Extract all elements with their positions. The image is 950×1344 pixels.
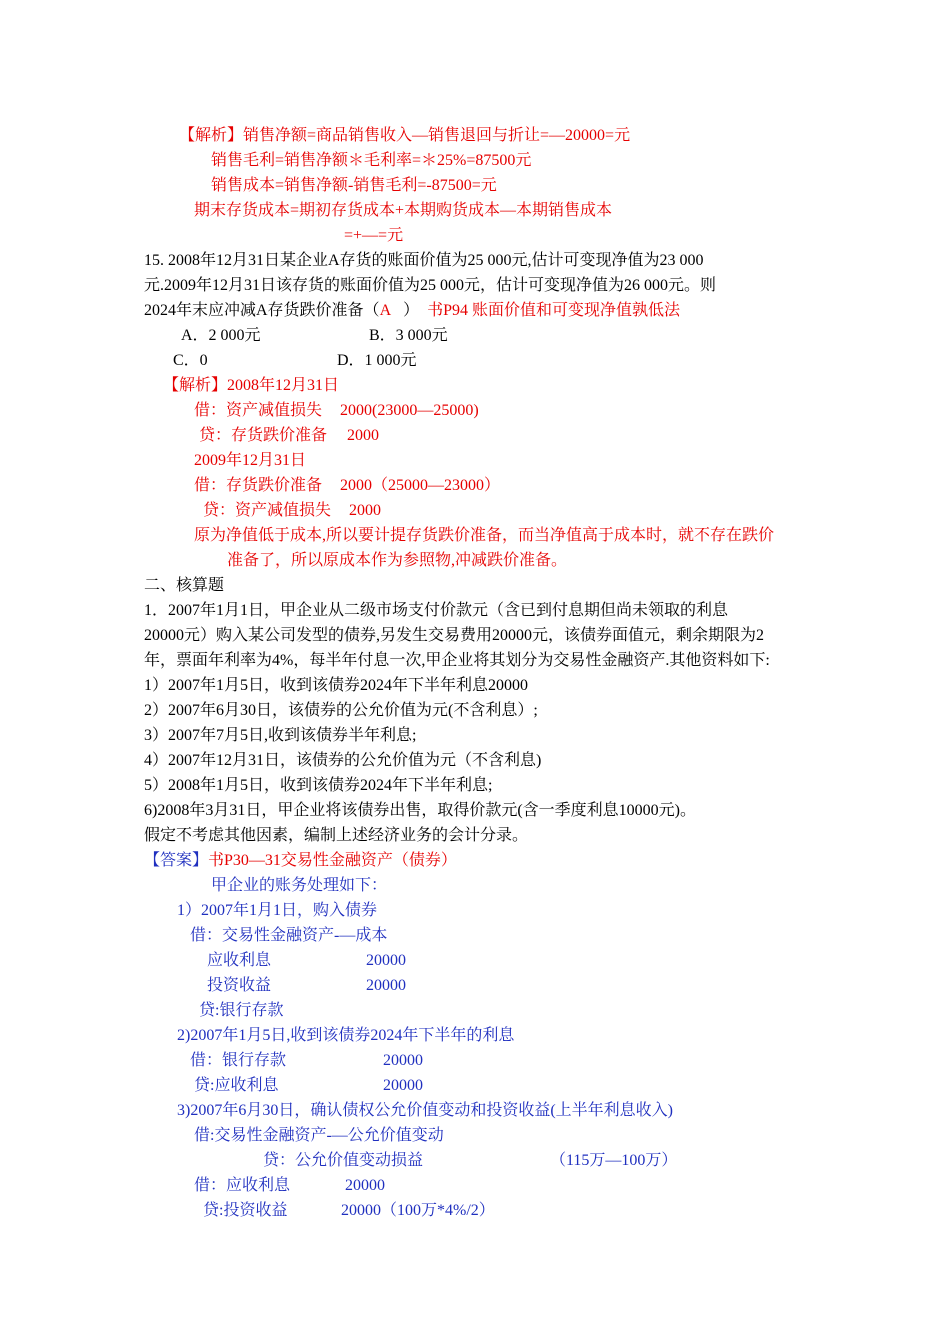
q15-entry1-credit-label: 贷：存货跌价准备: [199, 427, 328, 444]
problem-1-item-6: 6)2008年3月31日，甲企业将该债券出售，取得价款元(含一季度利息10000元)。: [144, 802, 696, 819]
answer-step-3-credit-note: （115万—100万）: [550, 1152, 678, 1169]
problem-1-item-1: 1）2007年1月5日，收到该债券2024年下半年利息20000: [144, 677, 529, 694]
q15-stem-suffix: ）: [403, 302, 420, 319]
analysis-14-line-1: 【解析】销售净额=商品销售收入—销售退回与折让=—20000=元: [179, 127, 631, 144]
q15-entry2-credit-label: 贷：资产减值损失: [203, 502, 332, 519]
q15-book-reference: 书P94 账面价值和可变现净值孰低法: [427, 302, 681, 319]
q15-entry1-credit-value: 2000: [347, 427, 380, 444]
q15-option-c: C．0: [173, 352, 208, 369]
answer-step-2-credit-label: 贷:应收利息: [194, 1077, 279, 1094]
answer-step-3-credit2-label: 贷:投资收益: [203, 1202, 288, 1219]
q15-option-d: D．1 000元: [337, 352, 417, 369]
problem-1-item-5: 5）2008年1月5日，收到该债券2024年下半年利息;: [144, 777, 493, 794]
q15-stem-line-3: [144, 299, 680, 323]
answer-title: [144, 849, 457, 873]
q15-analysis-title: 【解析】2008年12月31日: [163, 377, 340, 394]
answer-step-3-credit-label: 贷：公允价值变动损益: [263, 1152, 424, 1169]
answer-step-2: 2)2007年1月5日,收到该债券2024年下半年的利息: [177, 1027, 515, 1044]
answer-step-3: 3)2007年6月30日，确认债权公允价值变动和投资收益(上半年利息收入): [177, 1102, 673, 1119]
analysis-14-line-3: 销售成本=销售净额-销售毛利=-87500=元: [211, 177, 497, 194]
problem-1-line-1: 1．2007年1月1日，甲企业从二级市场支付价款元（含已到付息期但尚未领取的利息: [144, 602, 729, 619]
answer-step-3-credit2-value: 20000（100万*4%/2）: [341, 1202, 495, 1219]
answer-step-1-debit: 借：交易性金融资产-—成本: [190, 927, 388, 944]
q15-option-a: A．2 000元: [181, 327, 261, 344]
q15-entry2-credit-value: 2000: [349, 502, 382, 519]
q15-stem-prefix: 2024年末应冲减A存货跌价准备（: [144, 302, 380, 319]
answer-step-3-debit: 借:交易性金融资产-—公允价值变动: [194, 1127, 444, 1144]
analysis-14-line-5: =+—=元: [344, 227, 404, 244]
answer-book-reference: 书P30—31交易性金融资产（债券）: [208, 852, 457, 869]
answer-step-2-debit-label: 借：银行存款: [190, 1052, 287, 1069]
answer-step-1: 1）2007年1月1日，购入债券: [177, 902, 378, 919]
problem-1-item-3: 3）2007年7月5日,收到该债券半年利息;: [144, 727, 417, 744]
problem-1-item-4: 4）2007年12月31日，该债券的公允价值为元（不含利息): [144, 752, 542, 769]
q15-entry1-credit: [199, 424, 379, 448]
q15-note-line-1: 原为净值低于成本,所以要计提存货跌价准备，而当净值高于成本时，就不存在跌价: [194, 527, 775, 544]
q15-answer-letter: A: [379, 302, 392, 319]
section-2-heading: 二、核算题: [144, 577, 225, 594]
answer-step-3-debit2-label: 借：应收利息: [194, 1177, 291, 1194]
answer-step-2-credit-value: 20000: [383, 1077, 423, 1094]
q15-entry2-credit: [203, 499, 381, 523]
answer-step-3-debit2-value: 20000: [345, 1177, 385, 1194]
answer-step-2-debit-value: 20000: [383, 1052, 423, 1069]
q15-entry2-debit: [194, 474, 500, 498]
answer-step-1-credit: 贷:银行存款: [199, 1002, 284, 1019]
problem-1-line-2: 20000元）购入某公司发型的债券,另发生交易费用20000元，该债券面值元，剩余期限为2: [144, 627, 765, 644]
problem-1-item-2: 2）2007年6月30日，该债券的公允价值为元(不含利息）;: [144, 702, 538, 719]
q15-entry1-debit: [194, 399, 479, 423]
answer-step-1-interest-value: 20000: [366, 952, 406, 969]
q15-note-line-2: 准备了，所以原成本作为参照物,冲减跌价准备。: [227, 552, 568, 569]
answer-step-1-income-value: 20000: [366, 977, 406, 994]
answer-title-prefix: 【答案】: [144, 852, 209, 869]
q15-stem-line-1: 15. 2008年12月31日某企业A存货的账面价值为25 000元,估计可变现净值为23 000: [144, 252, 704, 269]
problem-1-assumption: 假定不考虑其他因素，编制上述经济业务的会计分录。: [144, 827, 529, 844]
q15-date-2009: 2009年12月31日: [194, 452, 307, 469]
answer-intro: 甲企业的账务处理如下：: [211, 877, 388, 894]
problem-1-line-3: 年，票面年利率为4%，每半年付息一次,甲企业将其划分为交易性金融资产.其他资料如下:: [144, 652, 770, 669]
analysis-14-line-4: 期末存货成本=期初存货成本+本期购货成本—本期销售成本: [194, 202, 613, 219]
q15-entry2-debit-label: 借：存货跌价准备: [194, 477, 323, 494]
answer-step-1-interest-label: 应收利息: [207, 952, 272, 969]
analysis-14-line-2: 销售毛利=销售净额＊毛利率=＊25%=87500元: [211, 152, 532, 169]
q15-entry2-debit-value: 2000（25000—23000）: [340, 477, 501, 494]
answer-step-1-income-label: 投资收益: [207, 977, 272, 994]
q15-stem-line-2: 元.2009年12月31日该存货的账面价值为25 000元，估计可变现净值为26 000元。则: [144, 277, 717, 294]
q15-entry1-debit-value: 2000(23000—25000): [340, 402, 479, 419]
q15-option-b: B．3 000元: [369, 327, 448, 344]
q15-entry1-debit-label: 借：资产减值损失: [194, 402, 323, 419]
